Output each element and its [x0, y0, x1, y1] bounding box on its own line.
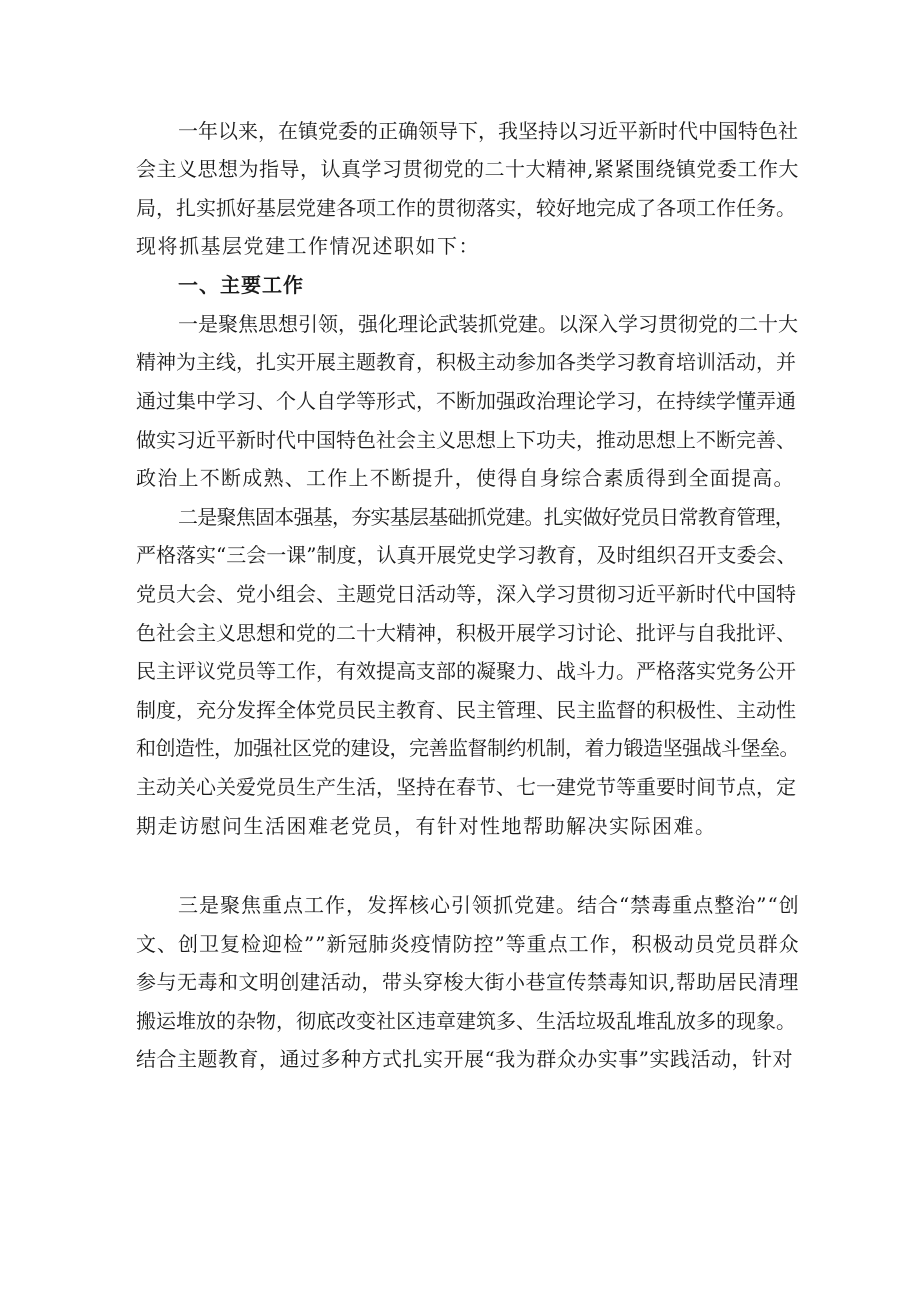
- intro-line-3: 局，扎实抓好基层党建各项工作的贯彻落实，较好地完成了各项工作任务。: [136, 196, 796, 220]
- para3-line-3: 参与无毒和文明创建活动，带头穿梭大街小巷宣传禁毒知识,帮助居民清理: [136, 970, 799, 994]
- para2-line-4: 色社会主义思想和党的二十大精神，积极开展学习讨论、批评与自我批评、: [136, 621, 796, 645]
- intro-line-4: 现将抓基层党建工作情况述职如下：: [136, 234, 480, 258]
- para1-line-2: 精神为主线，扎实开展主题教育，积极主动参加各类学习教育培训活动，并: [136, 350, 796, 374]
- para1-line-5: 政治上不断成熟、工作上不断提升，使得自身综合素质得到全面提高。: [136, 466, 795, 490]
- para2-line-8: 主动关心关爱党员生产生活，坚持在春节、七一建党节等重要时间节点，定: [136, 775, 796, 799]
- intro-line-1: 一年以来，在镇党委的正确领导下，我坚持以习近平新时代中国特色社: [178, 119, 798, 143]
- para1-line-4: 做实习近平新时代中国特色社会主义思想上下功夫，推动思想上不断完善、: [136, 428, 796, 452]
- para2-line-5: 民主评议党员等工作，有效提高支部的凝聚力、战斗力。严格落实党务公开: [136, 659, 796, 683]
- para3-line-1: 三是聚焦重点工作，发挥核心引领抓党建。结合“禁毒重点整治”“创: [178, 893, 800, 917]
- para3-line-4: 搬运堆放的杂物，彻底改变社区违章建筑多、生活垃圾乱堆乱放多的现象。: [136, 1009, 796, 1033]
- para1-line-1: 一是聚焦思想引领，强化理论武装抓党建。以深入学习贯彻党的二十大: [178, 312, 798, 336]
- para2-line-9: 期走访慰问生活困难老党员，有针对性地帮助解决实际困难。: [136, 814, 717, 838]
- para2-line-6: 制度，充分发挥全体党员民主教育、民主管理、民主监督的积极性、主动性: [136, 698, 796, 722]
- para3-line-2: 文、创卫复检迎检””新冠肺炎疫情防控”等重点工作，积极动员党员群众: [136, 932, 800, 956]
- para2-line-7: 和创造性，加强社区党的建设，完善监督制约机制，着力锻造坚强战斗堡垒。: [136, 736, 799, 760]
- para2-line-1: 二是聚焦固本强基，夯实基层基础抓党建。扎实做好党员日常教育管理，: [178, 505, 794, 529]
- para2-line-3: 党员大会、党小组会、主题党日活动等，深入学习贯彻习近平新时代中国特: [136, 582, 796, 606]
- section-heading: 一、主要工作: [178, 273, 304, 297]
- intro-line-2: 会主义思想为指导，认真学习贯彻党的二十大精神,紧紧围绕镇党委工作大: [136, 157, 799, 181]
- para1-line-3: 通过集中学习、个人自学等形式，不断加强政治理论学习，在持续学懂弄通: [136, 389, 796, 413]
- para2-line-2: 严格落实“三会一课”制度，认真开展党史学习教育，及时组织召开支委会、: [136, 543, 797, 567]
- para3-line-5: 结合主题教育，通过多种方式扎实开展“我为群众办实事”实践活动，针对: [136, 1047, 793, 1071]
